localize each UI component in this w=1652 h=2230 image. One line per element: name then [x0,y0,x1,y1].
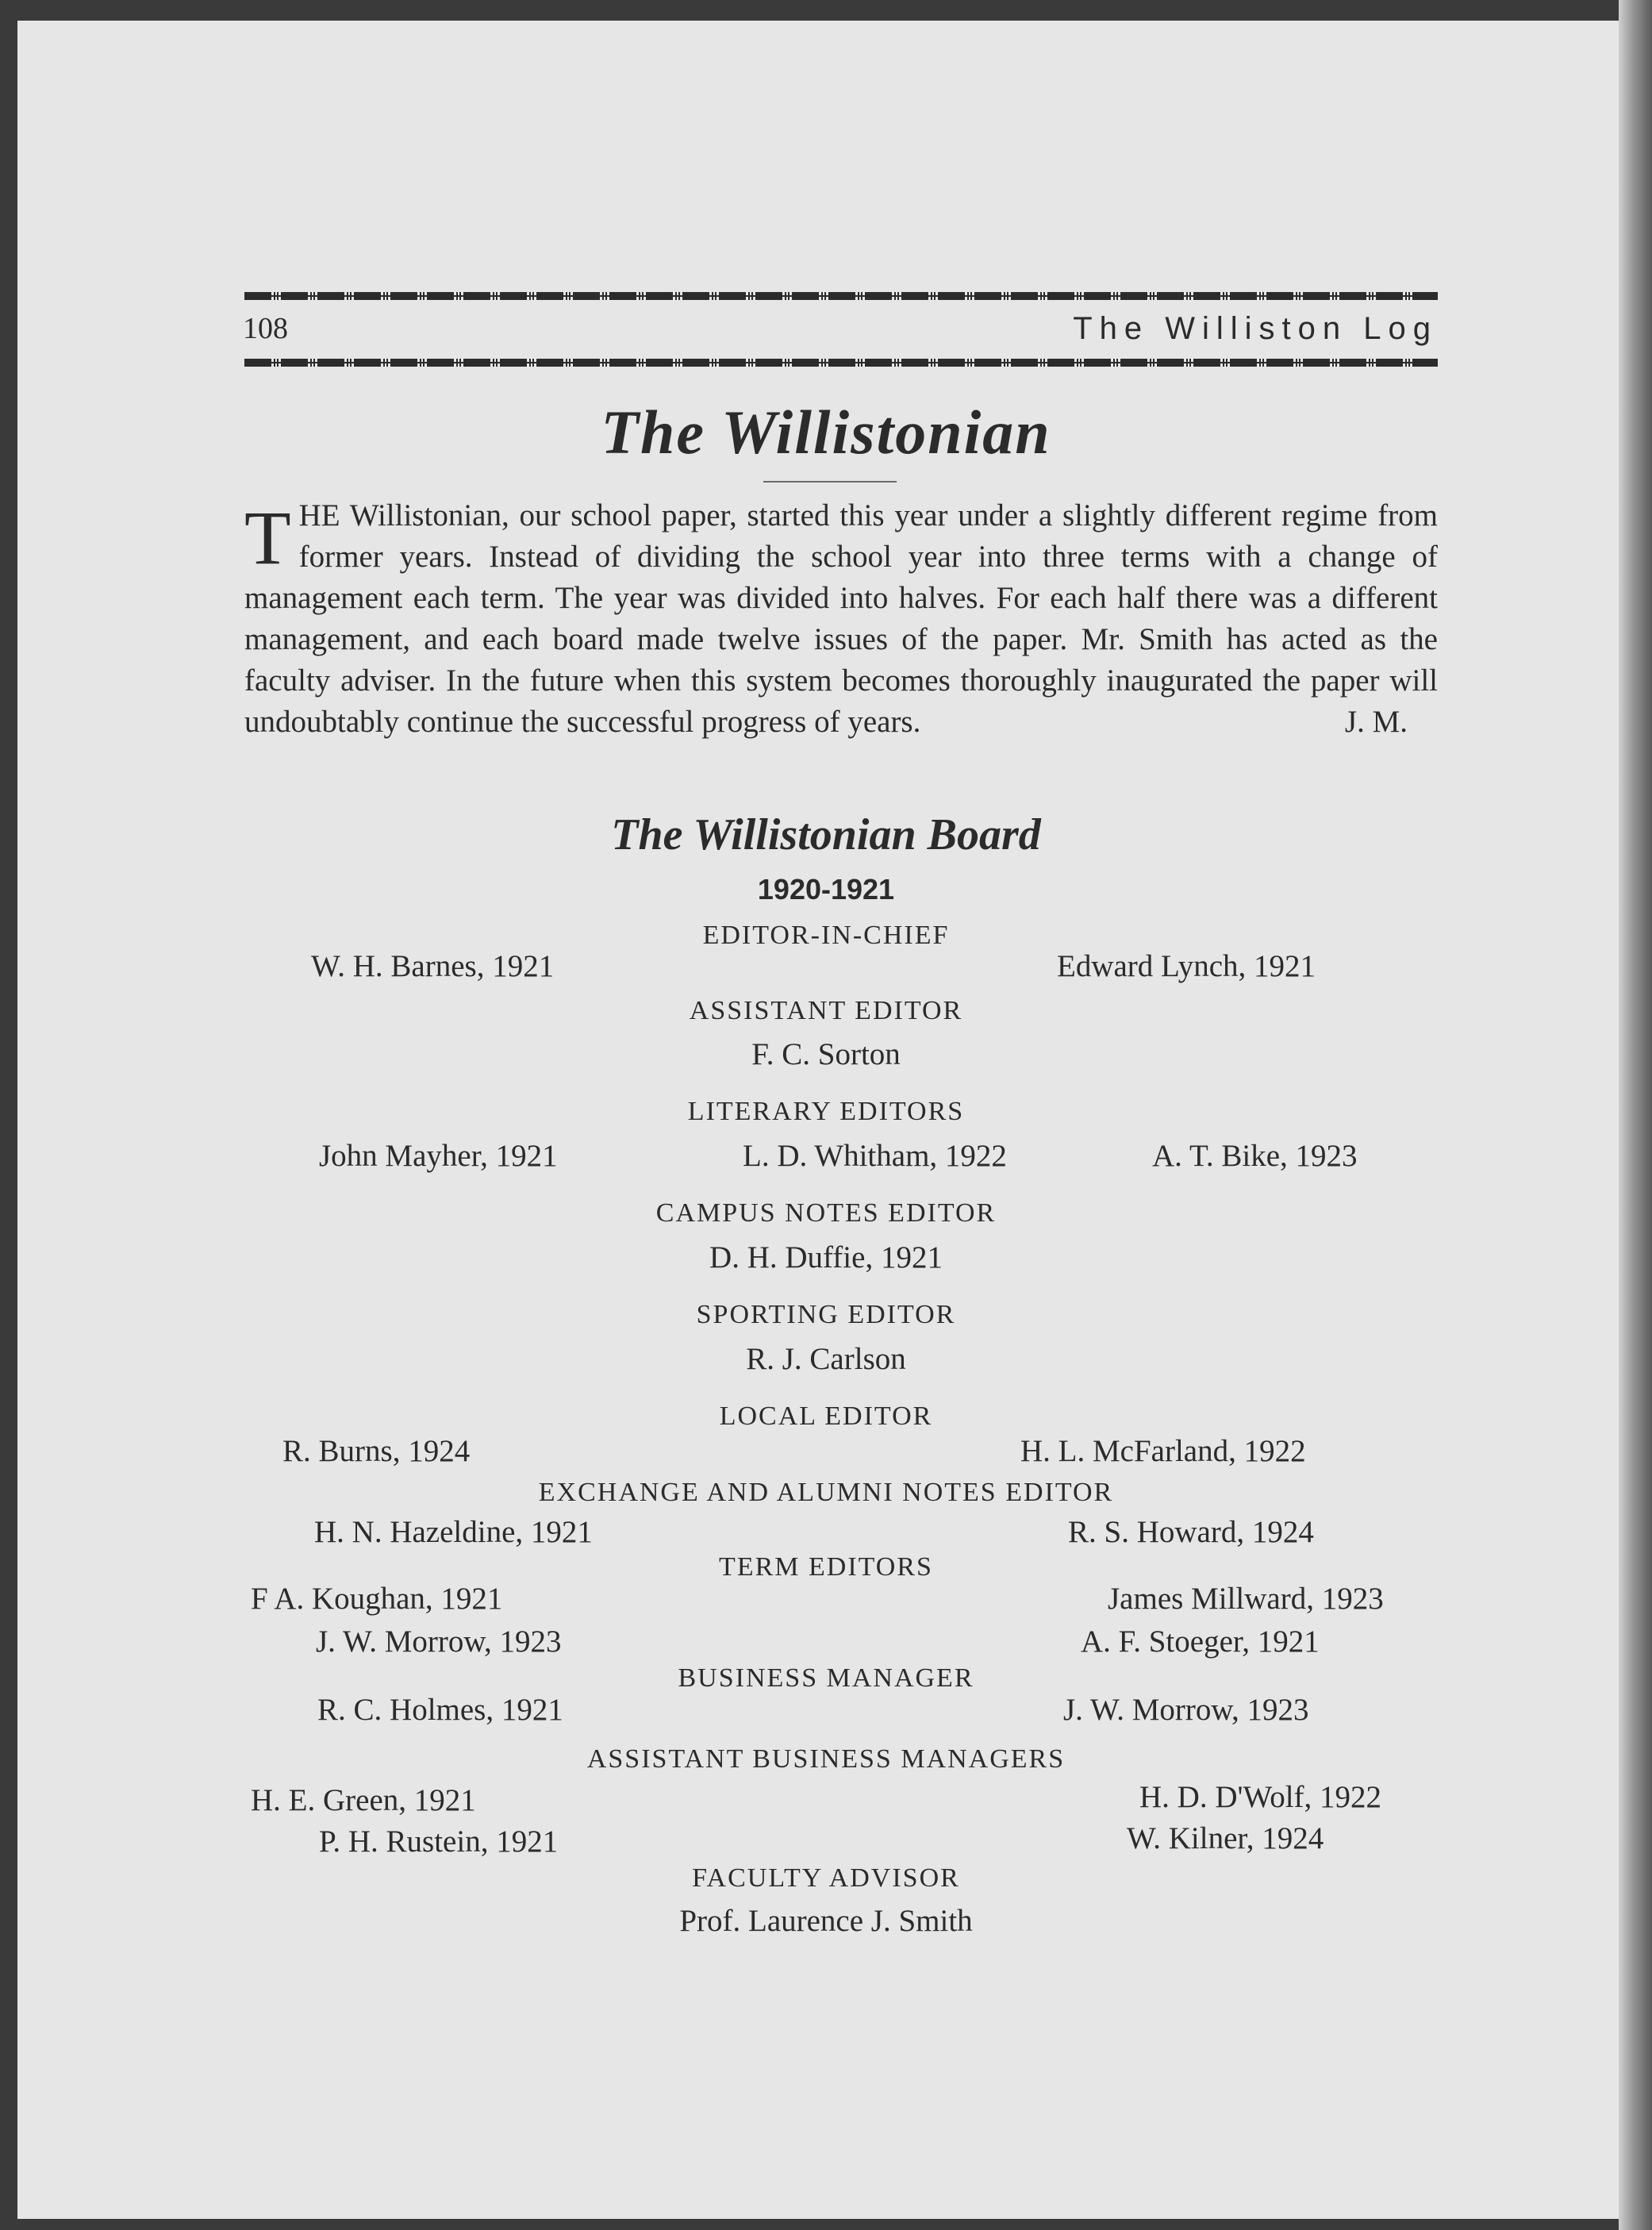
name-assistant-business-manager-right-2: W. Kilner, 1924 [1127,1821,1324,1855]
name-literary-editor-right: A. T. Bike, 1923 [1152,1139,1358,1173]
heading-term-editors: TERM EDITORS [719,1552,933,1582]
name-term-editor-right-2: A. F. Stoeger, 1921 [1081,1624,1320,1659]
name-exchange-alumni-right: R. S. Howard, 1924 [1068,1515,1314,1549]
name-assistant-business-manager-left-1: H. E. Green, 1921 [251,1783,476,1817]
article-body [244,495,1438,743]
heading-literary-editors: LITERARY EDITORS [687,1097,965,1126]
heading-assistant-business-managers: ASSISTANT BUSINESS MANAGERS [586,1744,1066,1774]
name-assistant-editor: F. C. Sorton [751,1037,901,1071]
board-years: 1920-1921 [757,873,895,905]
running-title: The Williston Log [1073,311,1438,346]
name-sporting-editor: R. J. Carlson [746,1342,906,1376]
name-business-manager-right: J. W. Morrow, 1923 [1063,1693,1309,1727]
name-term-editor-right-1: James Millward, 1923 [1108,1582,1384,1616]
name-exchange-alumni-left: H. N. Hazeldine, 1921 [314,1515,593,1549]
name-local-editor-left: R. Burns, 1924 [282,1434,471,1468]
page-number: 108 [243,312,288,345]
name-local-editor-right: H. L. McFarland, 1922 [1020,1434,1306,1468]
article-text: HE Willistonian, our school paper, started this year under a slightly different regime from former years. Instead of dividing the school year into three terms with a change of management each term. The year was divided into halves. For each half there was a different management, and each board made twelve issues of the paper. Mr. Smith has acted as the faculty adviser. In the future when this system becomes thoroughly inaugurated the paper will undoubtably continue the successful progress of years. [244,498,1438,739]
article-title: The Willistonian [601,398,1051,467]
header-rule-top [244,292,1438,300]
heading-exchange-alumni-editor: EXCHANGE AND ALUMNI NOTES EDITOR [538,1478,1114,1507]
heading-faculty-advisor: FACULTY ADVISOR [692,1863,960,1893]
heading-local-editor: LOCAL EDITOR [719,1401,933,1431]
name-assistant-business-manager-right-1: H. D. D'Wolf, 1922 [1139,1780,1382,1814]
board-title: The Willistonian Board [611,810,1041,859]
name-editor-in-chief-left: W. H. Barnes, 1921 [311,949,555,983]
name-literary-editor-center: L. D. Whitham, 1922 [743,1139,1007,1173]
name-literary-editor-left: John Mayher, 1921 [319,1139,558,1173]
name-assistant-business-manager-left-2: P. H. Rustein, 1921 [319,1824,559,1859]
heading-campus-notes-editor: CAMPUS NOTES EDITOR [655,1198,997,1228]
header-rule-bottom [244,359,1438,367]
name-faculty-advisor: Prof. Laurence J. Smith [679,1904,973,1938]
name-term-editor-left-1: F A. Koughan, 1921 [251,1582,503,1616]
heading-assistant-editor: ASSISTANT EDITOR [689,996,963,1025]
heading-business-manager: BUSINESS MANAGER [678,1663,974,1693]
name-campus-notes-editor: D. H. Duffie, 1921 [709,1240,943,1275]
title-underline [763,481,897,483]
heading-editor-in-chief: EDITOR-IN-CHIEF [702,921,950,950]
name-term-editor-left-2: J. W. Morrow, 1923 [316,1624,562,1659]
name-business-manager-left: R. C. Holmes, 1921 [317,1693,563,1727]
drop-cap: T [244,495,291,580]
article-signature: J. M. [1344,705,1408,739]
heading-sporting-editor: SPORTING EDITOR [696,1300,956,1329]
name-editor-in-chief-right: Edward Lynch, 1921 [1057,949,1316,983]
